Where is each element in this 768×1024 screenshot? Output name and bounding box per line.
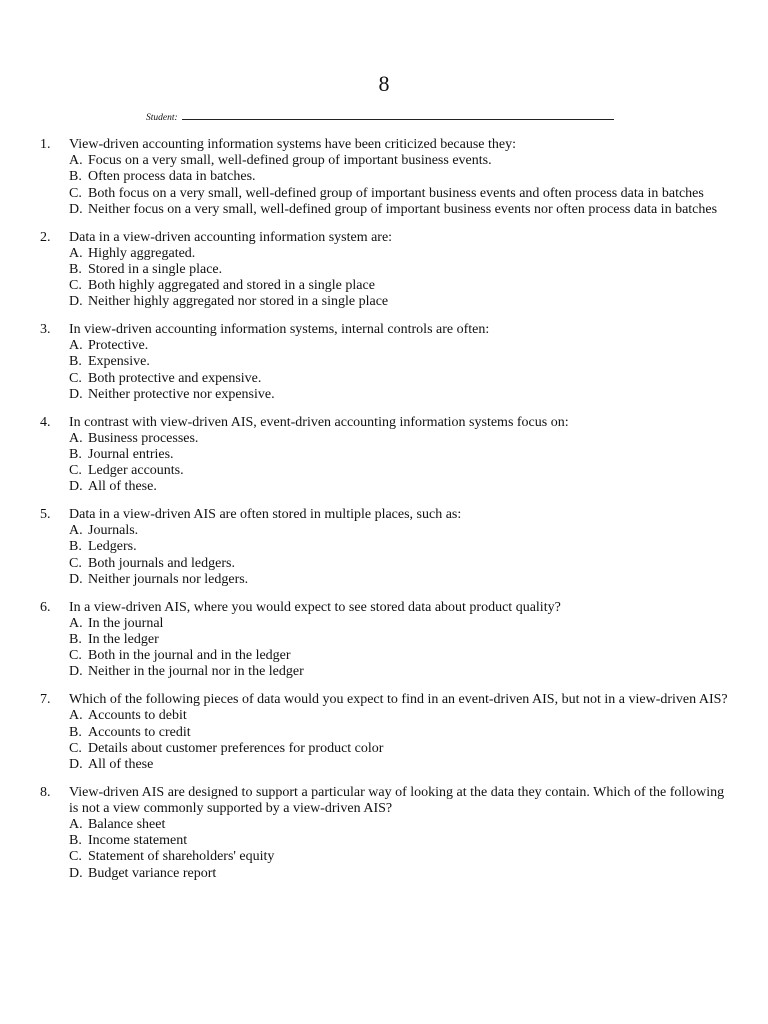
answer-options xyxy=(69,616,730,681)
question-number: 6. xyxy=(40,599,51,615)
question-text: In a view-driven AIS, where you would expect to see stored data about product quality? xyxy=(69,599,561,615)
option-text: Neither journals nor ledgers. xyxy=(88,571,249,587)
option-letter: B. xyxy=(69,539,82,555)
answer-option xyxy=(69,431,730,447)
student-label: Student: xyxy=(146,113,178,123)
answer-option xyxy=(69,741,730,757)
question-text: Which of the following pieces of data would you expect to find in an event-driven AIS, but not in a view-driven AIS? xyxy=(69,692,728,708)
answer-options xyxy=(69,431,730,496)
question-text: In contrast with view-driven AIS, event-driven accounting information systems focus on: xyxy=(69,414,569,430)
question-item xyxy=(40,692,730,773)
question-item xyxy=(40,600,730,681)
answer-option xyxy=(69,556,730,572)
option-text: Neither in the journal nor in the ledger xyxy=(88,664,304,680)
option-letter: D. xyxy=(69,664,83,680)
option-letter: B. xyxy=(69,833,82,849)
option-text: Focus on a very small, well-defined group of important business events. xyxy=(88,153,492,169)
question-list xyxy=(40,137,730,893)
question-item xyxy=(40,137,730,218)
answer-options xyxy=(69,338,730,403)
option-letter: D. xyxy=(69,201,83,217)
answer-option xyxy=(69,708,730,724)
student-name-line xyxy=(146,110,614,125)
option-letter: C. xyxy=(69,740,82,756)
option-text: Neither focus on a very small, well-defined group of important business events nor often process data in batches xyxy=(88,201,718,217)
answer-option xyxy=(69,338,730,354)
option-text: Both focus on a very small, well-defined group of important business events and often process data in batches xyxy=(88,185,704,201)
answer-option xyxy=(69,447,730,463)
option-text: Journal entries. xyxy=(88,446,174,462)
option-letter: B. xyxy=(69,631,82,647)
answer-option xyxy=(69,833,730,849)
option-letter: A. xyxy=(69,708,83,724)
option-letter: C. xyxy=(69,370,82,386)
page-number: 8 xyxy=(378,71,390,96)
option-text: Ledger accounts. xyxy=(88,463,184,479)
option-text: Income statement xyxy=(88,833,188,849)
question-item xyxy=(40,230,730,311)
option-letter: A. xyxy=(69,245,83,261)
option-letter: C. xyxy=(69,648,82,664)
answer-option xyxy=(69,523,730,539)
option-letter: D. xyxy=(69,865,83,881)
option-text: Often process data in batches. xyxy=(88,169,256,185)
question-number: 4. xyxy=(40,414,51,430)
answer-option xyxy=(69,202,730,218)
question-item xyxy=(40,415,730,496)
answer-option xyxy=(69,169,730,185)
option-text: Details about customer preferences for product color xyxy=(88,740,384,756)
answer-options xyxy=(69,817,730,882)
option-letter: A. xyxy=(69,615,83,631)
answer-option xyxy=(69,153,730,169)
option-letter: A. xyxy=(69,430,83,446)
answer-option xyxy=(69,725,730,741)
option-letter: A. xyxy=(69,523,83,539)
option-letter: D. xyxy=(69,756,83,772)
option-text: Journals. xyxy=(88,523,139,539)
answer-option xyxy=(69,664,730,680)
option-letter: B. xyxy=(69,446,82,462)
question-number: 1. xyxy=(40,137,51,152)
question-item xyxy=(40,322,730,403)
option-text: In the journal xyxy=(88,615,164,631)
option-letter: B. xyxy=(69,724,82,740)
answer-option xyxy=(69,648,730,664)
option-letter: B. xyxy=(69,169,82,185)
question-number: 3. xyxy=(40,322,51,338)
answer-option xyxy=(69,186,730,202)
answer-option xyxy=(69,262,730,278)
option-text: Neither highly aggregated nor stored in a single place xyxy=(88,294,389,310)
option-text: Neither protective nor expensive. xyxy=(88,386,275,402)
answer-option xyxy=(69,616,730,632)
option-text: Protective. xyxy=(88,338,149,354)
question-number: 2. xyxy=(40,229,51,245)
answer-option xyxy=(69,866,730,882)
answer-option xyxy=(69,278,730,294)
answer-option xyxy=(69,371,730,387)
answer-option xyxy=(69,817,730,833)
question-text: View-driven AIS are designed to support a particular way of looking at the data they contain. Which of the following is not a view commonly supported by a view-driven AIS? xyxy=(69,784,725,816)
option-text: Expensive. xyxy=(88,354,150,370)
answer-option xyxy=(69,757,730,773)
option-letter: D. xyxy=(69,479,83,495)
answer-option xyxy=(69,572,730,588)
option-letter: D. xyxy=(69,294,83,310)
answer-option xyxy=(69,246,730,262)
option-text: Accounts to credit xyxy=(88,724,191,740)
option-text: Highly aggregated. xyxy=(88,245,196,261)
option-text: Both in the journal and in the ledger xyxy=(88,648,291,664)
question-number: 5. xyxy=(40,507,51,523)
question-number: 7. xyxy=(40,692,51,708)
question-number: 8. xyxy=(40,784,51,800)
option-letter: A. xyxy=(69,338,83,354)
answer-option xyxy=(69,479,730,495)
answer-options xyxy=(69,246,730,311)
option-letter: C. xyxy=(69,555,82,571)
option-letter: D. xyxy=(69,571,83,587)
option-text: All of these xyxy=(88,756,154,772)
option-text: Accounts to debit xyxy=(88,708,187,724)
question-text: Data in a view-driven accounting information system are: xyxy=(69,229,393,245)
answer-option xyxy=(69,294,730,310)
option-text: All of these. xyxy=(88,479,157,495)
answer-options xyxy=(69,708,730,773)
answer-option xyxy=(69,632,730,648)
answer-option xyxy=(69,463,730,479)
option-text: Both journals and ledgers. xyxy=(88,555,235,571)
option-letter: A. xyxy=(69,817,83,833)
question-text: View-driven accounting information systems have been criticized because they: xyxy=(69,137,516,152)
option-text: Ledgers. xyxy=(88,539,137,555)
answer-option xyxy=(69,354,730,370)
option-text: Business processes. xyxy=(88,430,199,446)
option-letter: C. xyxy=(69,278,82,294)
option-letter: B. xyxy=(69,354,82,370)
option-letter: B. xyxy=(69,261,82,277)
answer-option xyxy=(69,539,730,555)
option-text: In the ledger xyxy=(88,631,159,647)
question-item xyxy=(40,785,730,882)
option-text: Statement of shareholders' equity xyxy=(88,849,275,865)
question-text: Data in a view-driven AIS are often stored in multiple places, such as: xyxy=(69,507,462,523)
answer-option xyxy=(69,387,730,403)
option-letter: C. xyxy=(69,463,82,479)
option-text: Budget variance report xyxy=(88,865,217,881)
option-letter: A. xyxy=(69,153,83,169)
option-text: Stored in a single place. xyxy=(88,261,223,277)
option-text: Both protective and expensive. xyxy=(88,370,262,386)
option-letter: C. xyxy=(69,185,82,201)
question-text: In view-driven accounting information systems, internal controls are often: xyxy=(69,322,490,338)
answer-options xyxy=(69,523,730,588)
question-item xyxy=(40,507,730,588)
student-name-blank xyxy=(182,110,614,120)
answer-option xyxy=(69,849,730,865)
option-letter: C. xyxy=(69,849,82,865)
option-text: Both highly aggregated and stored in a single place xyxy=(88,278,375,294)
option-letter: D. xyxy=(69,386,83,402)
answer-options xyxy=(69,153,730,218)
option-text: Balance sheet xyxy=(88,817,166,833)
